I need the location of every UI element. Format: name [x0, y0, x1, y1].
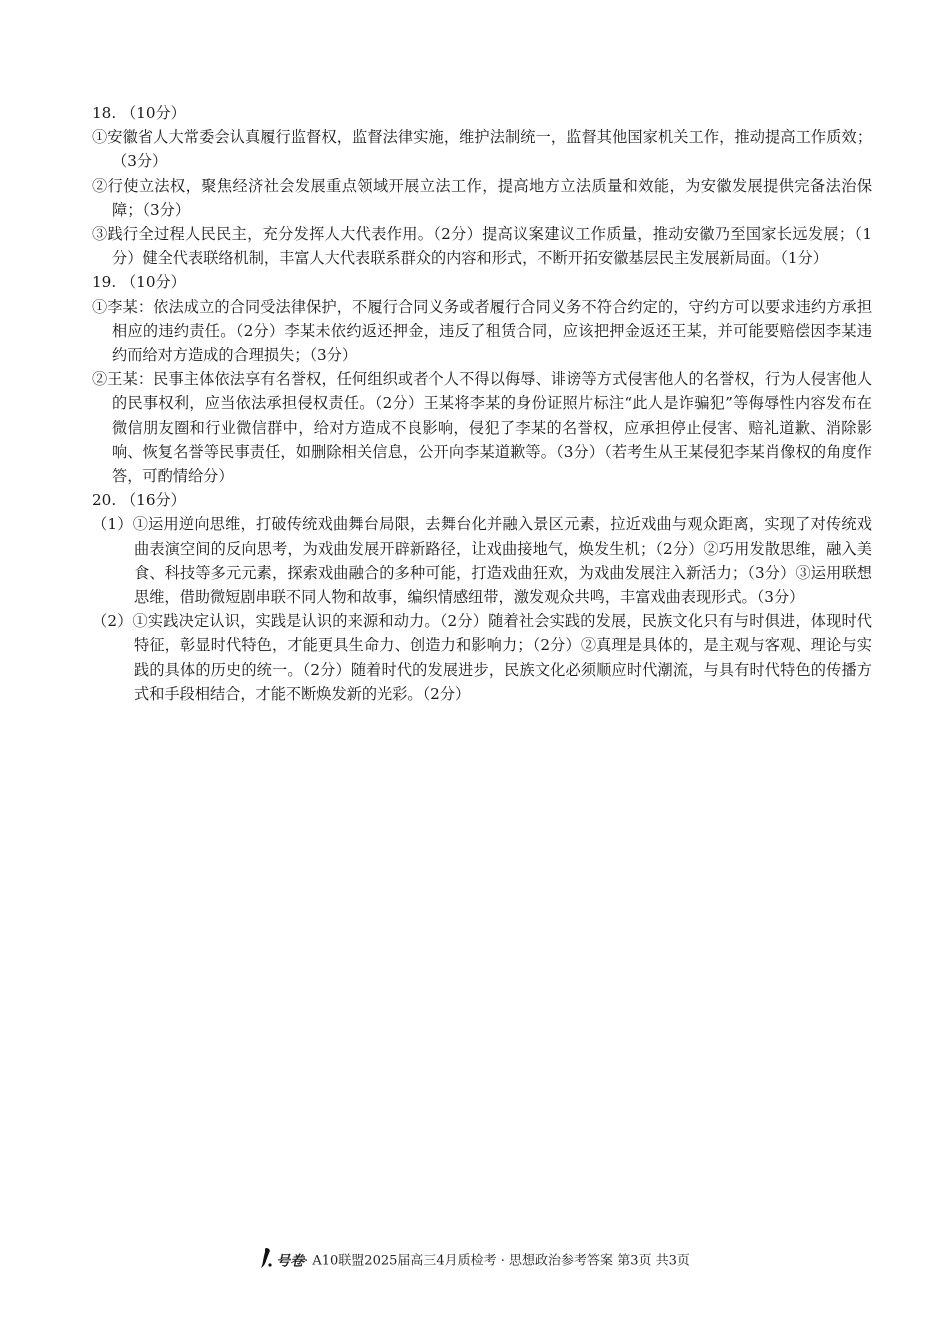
question-18-heading: 18. （10分）: [92, 104, 186, 122]
answer-subpart: （2）①实践决定认识，实践是认识的来源和动力。（2分）随着社会实践的发展，民族文化只有与时俱进，体现时代特征，彰显时代特色，才能更具生命力、创造力和影响力；（2分）②真理是具体的，是主观与客观、理论与实践的具体的历史的统一。（2分）随着时代的发展进步，民族文化必须顺应时代潮流，与具有时代特色的传播方式和手段相结合，才能不断焕发新的光彩。（2分）: [92, 612, 872, 703]
answer-point: ①安徽省人大常委会认真履行监督权，监督法律实施，维护法制统一，监督其他国家机关工作，推动提高工作质效；（3分）: [92, 128, 872, 171]
question-20: [92, 488, 872, 706]
brand-logo-icon: [260, 1247, 274, 1276]
footer-text: · A10联盟2025届高三4月质检考 · 思想政治参考答案 第3页 共3页: [304, 1253, 690, 1269]
question-18: [92, 101, 872, 270]
answer-subpart: （1）①运用逆向思维，打破传统戏曲舞台局限，去舞台化并融入景区元素，拉近戏曲与观众距离，实现了对传统戏曲表演空间的反向思考，为戏曲发展开辟新路径，让戏曲接地气，焕发生机；（2分）②巧用发散思维，融入美食、科技等多元元素，探索戏曲融合的多种可能，打造戏曲狂欢，为戏曲发展注入新活力；（3分）③运用联想思维，借助微短剧串联不同人物和故事，编织情感纽带，激发观众共鸣，丰富戏曲表现形式。（3分）: [92, 515, 872, 607]
answer-point: ②王某：民事主体依法享有名誉权，任何组织或者个人不得以侮辱、诽谤等方式侵害他人的名誉权，行为人侵害他人的民事权利，应当依法承担侵权责任。（2分）王某将李某的身份证照片标注“此人是诈骗犯”等侮辱性内容发布在微信朋友圈和行业微信群中，给对方造成不良影响，侵犯了李某的名誉权，应承担停止侵害、赔礼道歉、消除影响、恢复名誉等民事责任，如删除相关信息，公开向李某道歉等。（3分）（若考生从王某侵犯李某肖像权的角度作答，可酌情给分）: [92, 370, 872, 486]
page-footer: [0, 1247, 950, 1276]
question-19-heading: 19. （10分）: [92, 273, 186, 292]
question-20-heading: 20. （16分）: [92, 491, 186, 510]
brand-logo-text: 号卷: [276, 1253, 305, 1270]
answer-point: ③践行全过程人民民主，充分发挥人大代表作用。（2分）提高议案建议工作质量，推动安徽乃至国家长远发展；（1分）健全代表联络机制，丰富人大代表联系群众的内容和形式，不断开拓安徽基层民主发展新局面。（1分）: [92, 225, 872, 268]
answer-content: [92, 101, 872, 706]
answer-point: ②行使立法权，聚焦经济社会发展重点领域开展立法工作，提高地方立法质量和效能，为安徽发展提供完备法治保障；（3分）: [92, 176, 872, 219]
question-19: [92, 270, 872, 488]
answer-point: ①李某：依法成立的合同受法律保护，不履行合同义务或者履行合同义务不符合约定的，守约方可以要求违约方承担相应的违约责任。（2分）李某未依约返还押金，违反了租赁合同，应该把押金返还王某，并可能要赔偿因李某违约而给对方造成的合理损失；（3分）: [92, 297, 872, 365]
